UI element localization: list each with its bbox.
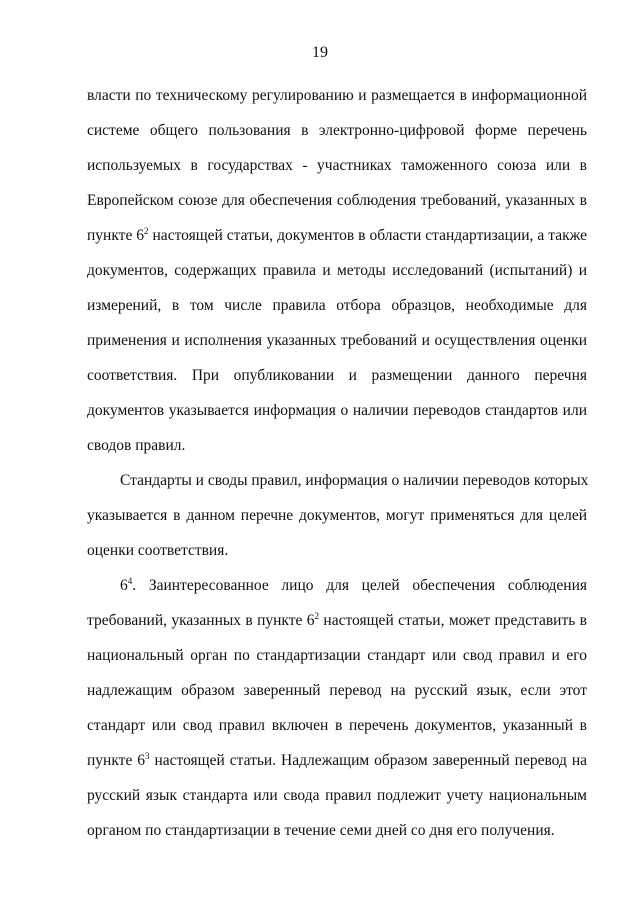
text-fragment: . Заинтересованное лицо для целей обеспечения соблюдения: [132, 577, 587, 594]
text-fragment: настоящей статьи. Надлежащим образом заверенный перевод на: [149, 752, 587, 769]
text-line: надлежащим образом заверенный перевод на русский язык, если этот: [87, 682, 587, 699]
text-line: Стандарты и своды правил, информация о наличии переводов которых: [120, 472, 589, 489]
text-line: измерений, в том числе правила отбора образцов, необходимые для: [87, 297, 587, 314]
text-line: сводов правил.: [87, 437, 186, 454]
superscript: 2: [144, 226, 149, 236]
text-line: применения и исполнения указанных требований и осуществления оценки: [87, 332, 587, 349]
text-fragment: настоящей статьи, документов в области стандартизации, а также: [148, 227, 587, 244]
text-line: органом по стандартизации в течение семи дней со дня его получения.: [87, 822, 555, 839]
text-line: используемых в государствах - участниках таможенного союза или в: [87, 157, 587, 174]
text-line: Европейском союзе для обеспечения соблюдения требований, указанных в: [87, 192, 587, 209]
text-line: национальный орган по стандартизации стандарт или свод правил и его: [87, 647, 587, 664]
text-fragment: пункте 6: [87, 752, 146, 769]
superscript: 3: [145, 751, 150, 761]
text-line: русский язык стандарта или свода правил подлежит учету национальным: [87, 787, 587, 804]
superscript: 4: [127, 576, 133, 586]
text-line: власти по техническому регулированию и размещается в информационной: [87, 87, 587, 104]
text-line: документов, содержащих правила и методы исследований (испытаний) и: [87, 262, 587, 279]
text-line: системе общего пользования в электронно-цифровой форме перечень: [87, 122, 587, 139]
text-line: указывается в данном перечне документов, могут применяться для целей: [87, 507, 587, 524]
text-line: [87, 226, 587, 246]
text-line: стандарт или свод правил включен в перечень документов, указанный в: [87, 717, 587, 734]
text-fragment: пункте 6: [87, 227, 145, 244]
text-line: документов указывается информация о наличии переводов стандартов или: [87, 402, 587, 419]
text-fragment: требований, указанных в пункте 6: [87, 612, 315, 629]
text-fragment: 6: [120, 577, 128, 594]
text-line: [87, 751, 587, 771]
text-line: [87, 611, 587, 631]
text-fragment: настоящей статьи, может представить в: [319, 612, 587, 629]
superscript: 2: [314, 611, 320, 621]
text-line: [120, 576, 587, 596]
text-line: оценки соответствия.: [87, 542, 229, 559]
text-line: соответствия. При опубликовании и размещении данного перечня: [87, 367, 587, 384]
page-number: 19: [312, 44, 328, 61]
